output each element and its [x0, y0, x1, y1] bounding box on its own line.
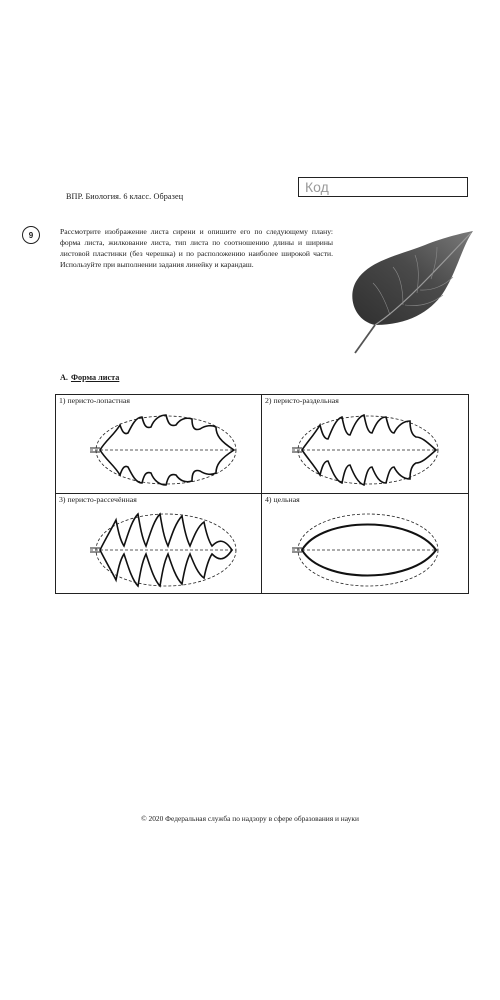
question-text: Рассмотрите изображение листа сирени и опишите его по следующему плану: форма листа, жилкование листа, тип листа по соотношению длины и ширины листовой пластинки (без черешка) и по расположению наиболее широкой части. Используйте при выполнении задания линейку и карандаш.	[60, 227, 333, 269]
pinnately-partite-leaf-diagram	[262, 395, 469, 495]
option-label-4: 4) цельная	[265, 495, 300, 504]
option-label-2: 2) перисто-раздельная	[265, 396, 339, 405]
pinnately-dissected-leaf-diagram	[56, 494, 263, 594]
option-cell-4	[262, 494, 468, 593]
option-cell-1	[56, 395, 262, 494]
section-title-text: Форма листа	[70, 373, 120, 382]
code-field[interactable]	[298, 177, 468, 197]
question-number-badge: 9	[22, 226, 40, 244]
entire-leaf-diagram	[262, 494, 469, 594]
header-title: ВПР. Биология. 6 класс. Образец	[66, 192, 184, 201]
option-label-1: 1) перисто-лопастная	[59, 396, 130, 405]
option-cell-2	[262, 395, 468, 494]
option-label-3: 3) перисто-рассечённая	[59, 495, 137, 504]
footer-copyright: © 2020 Федеральная служба по надзору в сфере образования и науки	[141, 814, 359, 823]
leaf-shape-options-table	[55, 394, 469, 594]
option-cell-3	[56, 494, 262, 593]
pinnately-lobed-leaf-diagram	[56, 395, 263, 495]
code-label: Код	[305, 179, 329, 195]
section-letter: А.	[60, 373, 68, 382]
lilac-leaf-image	[345, 225, 475, 357]
section-title	[60, 373, 119, 382]
